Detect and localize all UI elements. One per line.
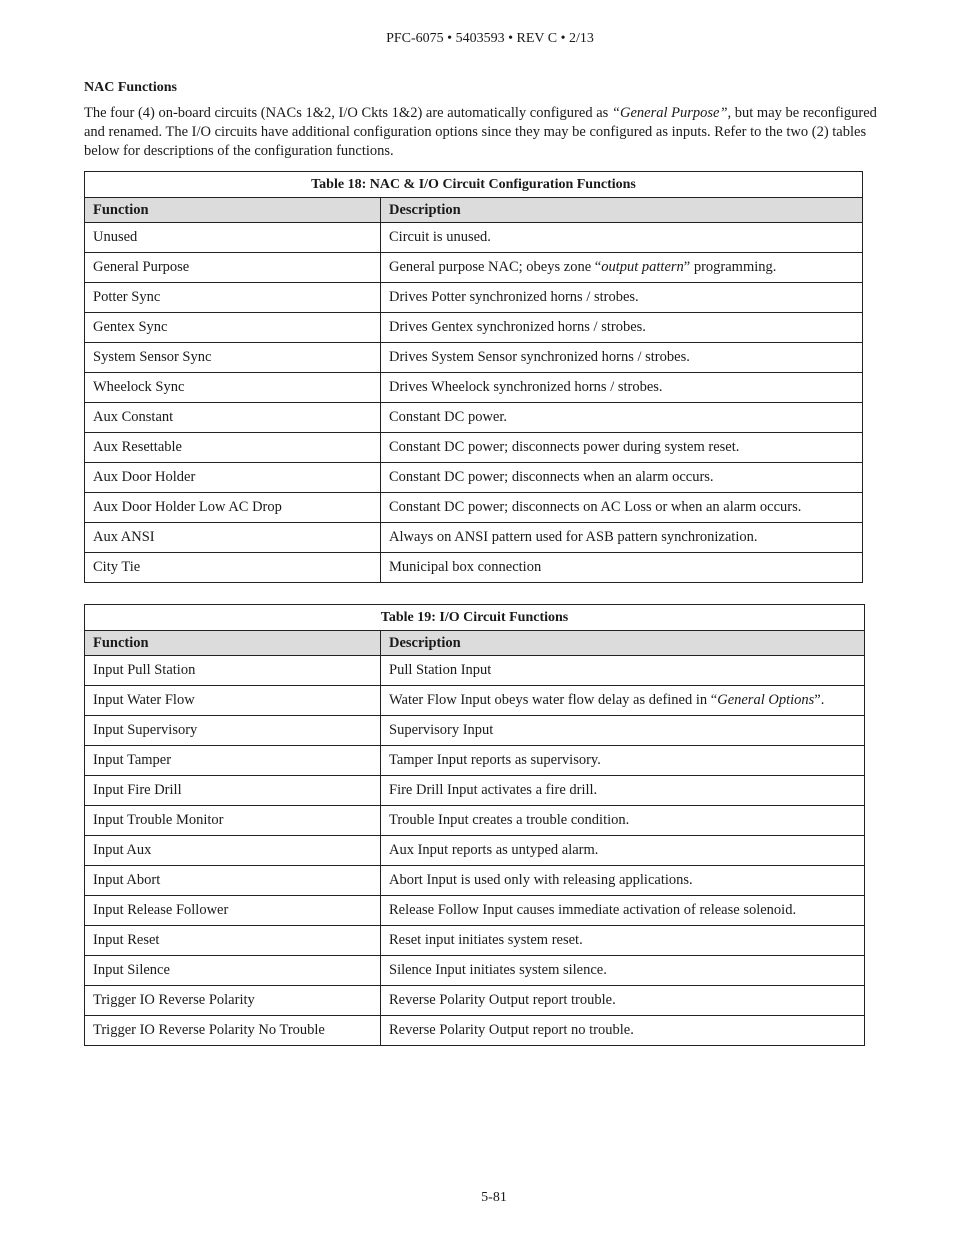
page-header: PFC-6075 • 5403593 • REV C • 2/13 [386,31,594,46]
function-cell: Unused [85,223,381,253]
function-cell: Trigger IO Reverse Polarity No Trouble [85,1016,381,1046]
table-row [85,343,863,373]
table-row [85,223,863,253]
function-cell: Aux Resettable [85,433,381,463]
description-cell: Reverse Polarity Output report no trouble. [381,1016,865,1046]
description-cell: Drives System Sensor synchronized horns / strobes. [381,343,863,373]
function-cell: Aux Door Holder Low AC Drop [85,493,381,523]
function-cell: Input Reset [85,926,381,956]
table-body [85,223,863,583]
table-row [85,313,863,343]
table-row [85,493,863,523]
description-cell: Trouble Input creates a trouble condition. [381,806,865,836]
table-row [85,403,863,433]
function-cell: Input Release Follower [85,896,381,926]
column-header-description: Description [381,631,865,656]
function-cell: Input Aux [85,836,381,866]
description-text: General purpose NAC; obeys zone “ [389,259,602,275]
description-cell: Drives Potter synchronized horns / strobes. [381,283,863,313]
table-18 [84,171,863,583]
table-row [85,553,863,583]
table-row [85,686,865,716]
table-row [85,866,865,896]
description-cell: Constant DC power; disconnects when an alarm occurs. [381,463,863,493]
table-row [85,896,865,926]
function-cell: System Sensor Sync [85,343,381,373]
function-cell: Input Abort [85,866,381,896]
description-italic-text: General Options [717,692,815,708]
description-cell: Reset input initiates system reset. [381,926,865,956]
description-text: ”. [814,692,825,708]
description-text: Water Flow Input obeys water flow delay as defined in “ [389,692,718,708]
description-cell: Release Follow Input causes immediate activation of release solenoid. [381,896,865,926]
section-title: NAC Functions [84,80,177,95]
description-cell: Drives Gentex synchronized horns / strobes. [381,313,863,343]
column-header-description: Description [381,198,863,223]
intro-text-italic: “General Purpose” [611,105,728,121]
table-row [85,373,863,403]
function-cell: Input Water Flow [85,686,381,716]
description-text: ” programming. [683,259,777,275]
intro-text-part2: , but may be reconfigured and renamed. The I/O circuits have additional configuration options since they may be configured as inputs. Refer to the two (2) tables below for descriptions of the configuration functions. [84,105,877,159]
description-cell: Municipal box connection [381,553,863,583]
intro-paragraph [84,104,899,161]
table-row [85,836,865,866]
function-cell: Trigger IO Reverse Polarity [85,986,381,1016]
function-cell: Gentex Sync [85,313,381,343]
description-cell: Supervisory Input [381,716,865,746]
column-header-function: Function [85,631,381,656]
description-italic-text: output pattern [601,259,684,275]
description-cell: Abort Input is used only with releasing applications. [381,866,865,896]
function-cell: Input Pull Station [85,656,381,686]
description-cell: Aux Input reports as untyped alarm. [381,836,865,866]
table-row [85,776,865,806]
table-caption: Table 19: I/O Circuit Functions [85,605,865,631]
description-cell: Tamper Input reports as supervisory. [381,746,865,776]
table-row [85,433,863,463]
description-cell [381,253,863,283]
description-cell: Constant DC power; disconnects power during system reset. [381,433,863,463]
description-cell [381,686,865,716]
table-row [85,1016,865,1046]
function-cell: Input Trouble Monitor [85,806,381,836]
table-row [85,956,865,986]
description-cell: Circuit is unused. [381,223,863,253]
table-row [85,986,865,1016]
function-cell: Wheelock Sync [85,373,381,403]
table-row [85,463,863,493]
function-cell: Input Fire Drill [85,776,381,806]
table-row [85,806,865,836]
function-cell: Aux Constant [85,403,381,433]
table-row [85,656,865,686]
description-cell: Silence Input initiates system silence. [381,956,865,986]
function-cell: Potter Sync [85,283,381,313]
description-cell: Constant DC power. [381,403,863,433]
function-cell: Input Supervisory [85,716,381,746]
function-cell: City Tie [85,553,381,583]
table-row [85,716,865,746]
description-cell: Fire Drill Input activates a fire drill. [381,776,865,806]
description-cell: Always on ANSI pattern used for ASB pattern synchronization. [381,523,863,553]
description-cell: Constant DC power; disconnects on AC Loss or when an alarm occurs. [381,493,863,523]
function-cell: Input Silence [85,956,381,986]
table-body [85,656,865,1046]
function-cell: General Purpose [85,253,381,283]
column-header-function: Function [85,198,381,223]
table-19 [84,604,865,1046]
table-caption: Table 18: NAC & I/O Circuit Configuration Functions [85,172,863,198]
page-number: 5-81 [481,1190,507,1205]
table-row [85,283,863,313]
function-cell: Aux Door Holder [85,463,381,493]
description-cell: Pull Station Input [381,656,865,686]
table-row [85,523,863,553]
table-row [85,926,865,956]
function-cell: Input Tamper [85,746,381,776]
table-row [85,746,865,776]
description-cell: Reverse Polarity Output report trouble. [381,986,865,1016]
description-cell: Drives Wheelock synchronized horns / strobes. [381,373,863,403]
intro-text-part1: The four (4) on-board circuits (NACs 1&2, I/O Ckts 1&2) are automatically configured as [84,105,612,121]
table-row [85,253,863,283]
function-cell: Aux ANSI [85,523,381,553]
